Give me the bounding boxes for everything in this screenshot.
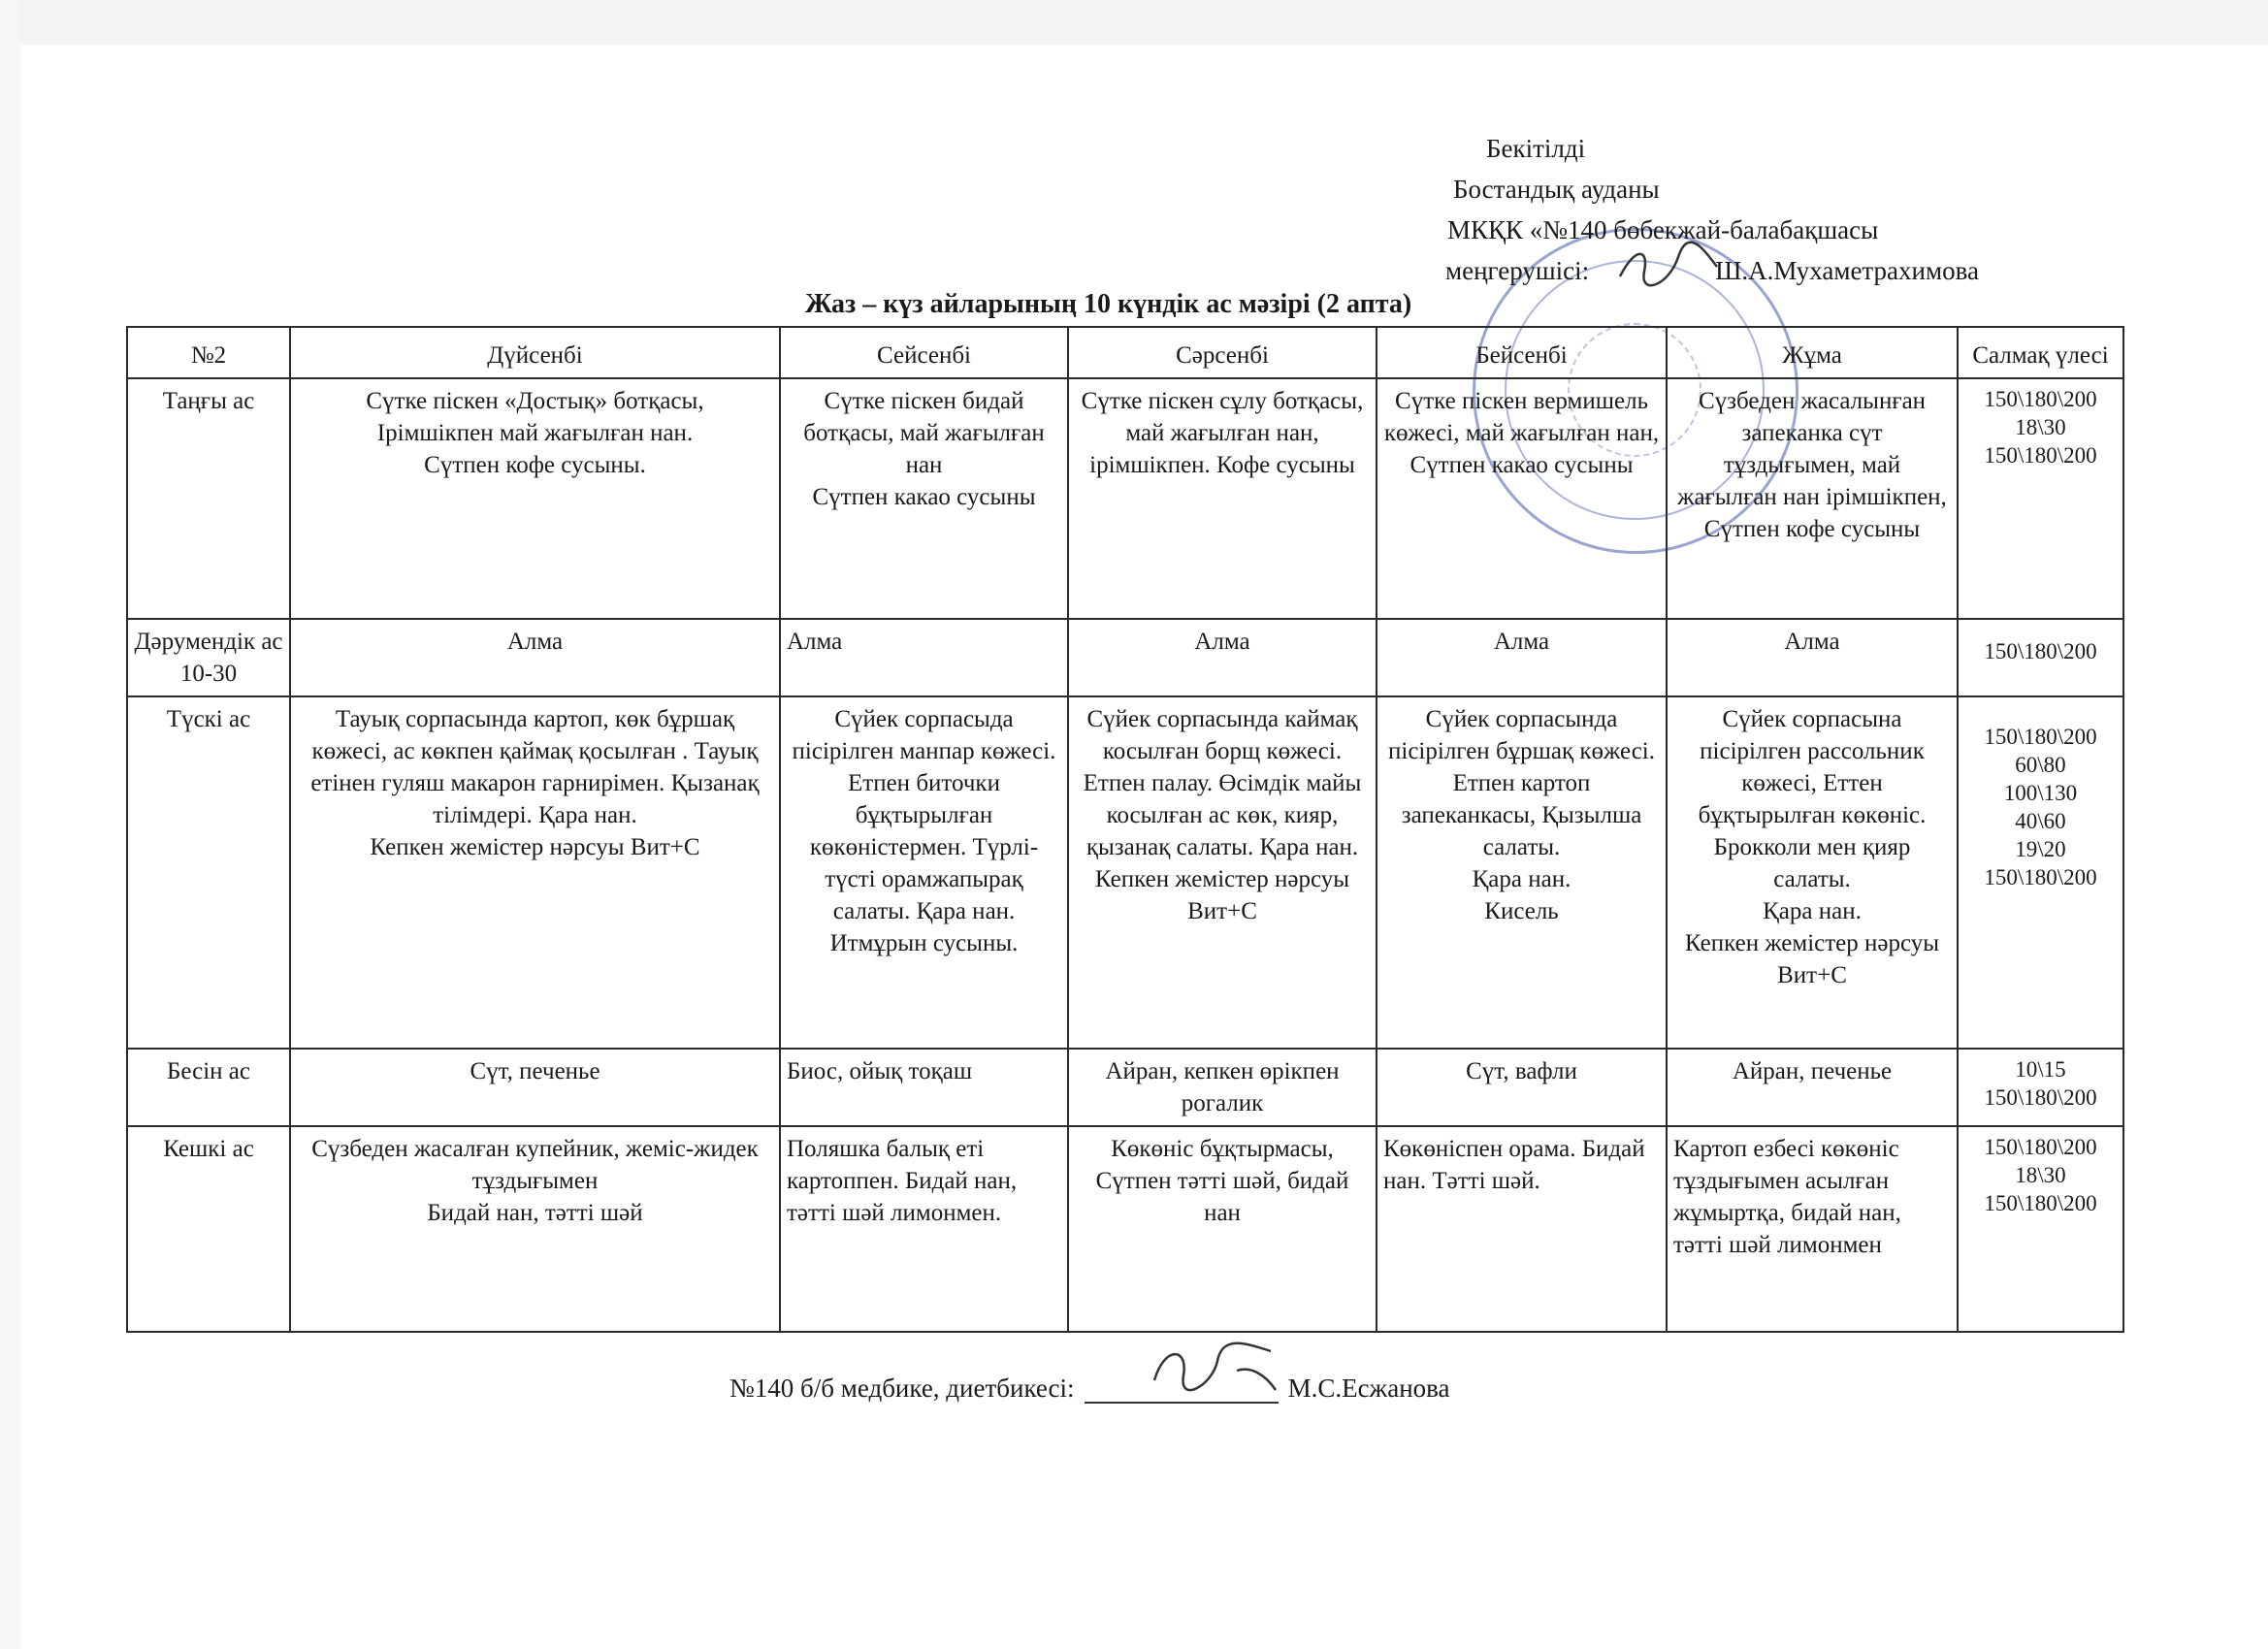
table-row <box>127 1126 2123 1332</box>
meal-vitamin: Дәрумендік ас 10-30 <box>127 619 290 697</box>
head-signature-icon <box>1610 238 1727 296</box>
table-row <box>127 619 2123 697</box>
footer-signature-line <box>729 1374 1450 1404</box>
dinner-monday: Сүзбеден жасалған купейник, жеміс-жидек тұздығымен Бидай нан, тәтті шәй <box>290 1126 780 1332</box>
snack-monday: Сүт, печенье <box>290 1049 780 1127</box>
lunch-wednesday: Сүйек сорпасында каймақ косылған борщ көжесі. Етпен палау. Өсімдік майы косылған ас көк, кияр, қызанақ салаты. Қара нан. Кепкен жемістер нәрсуы Вит+С <box>1068 696 1377 1049</box>
meal-lunch: Түскі ас <box>127 696 290 1049</box>
table-header-row <box>127 327 2123 378</box>
breakfast-friday: Сүзбеден жасалынған запеканка сүт тұздығымен, май жағылған нан ірімшікпен, Сүтпен кофе сусыны <box>1667 378 1958 619</box>
header-friday: Жұма <box>1667 327 1958 378</box>
dinner-wednesday: Көкөніс бұқтырмасы, Сүтпен тәтті шәй, бидай нан <box>1068 1126 1377 1332</box>
scan-margin-top <box>0 0 2268 45</box>
table-row <box>127 378 2123 619</box>
header-weight: Салмақ үлесі <box>1958 327 2123 378</box>
breakfast-wednesday: Сүтке піскен сұлу ботқасы, май жағылған нан, ірімшікпен. Кофе сусыны <box>1068 378 1377 619</box>
approval-head-name: Ш.А.Мухаметрахимова <box>1715 256 1979 285</box>
meal-dinner: Кешкі ас <box>127 1126 290 1332</box>
vitamin-tuesday: Алма <box>780 619 1068 697</box>
approval-institution: МКҚК «№140 бөбекжай-балабақшасы <box>1447 215 1879 244</box>
signature-underline <box>1085 1402 1279 1404</box>
lunch-weight: 150\180\200 60\80 100\130 40\60 19\20 150\180\200 <box>1958 696 2123 1049</box>
vitamin-wednesday: Алма <box>1068 619 1377 697</box>
vitamin-weight: 150\180\200 <box>1958 619 2123 697</box>
footer-name: М.С.Есжанова <box>1287 1374 1450 1403</box>
header-monday: Дүйсенбі <box>290 327 780 378</box>
header-thursday: Бейсенбі <box>1377 327 1667 378</box>
approval-district: Бостандық ауданы <box>1453 175 1660 204</box>
dinner-tuesday: Поляшка балық еті картоппен. Бидай нан, тәтті шәй лимонмен. <box>780 1126 1068 1332</box>
header-number: №2 <box>127 327 290 378</box>
footer-label: №140 б/б медбике, диетбикесі: <box>729 1374 1075 1403</box>
table-row <box>127 696 2123 1049</box>
dinner-friday: Картоп езбесі көкөніс тұздығымен асылған жұмыртқа, бидай нан, тәтті шәй лимонмен <box>1667 1126 1958 1332</box>
snack-tuesday: Биос, ойық тоқаш <box>780 1049 1068 1127</box>
dinner-weight: 150\180\200 18\30 150\180\200 <box>1958 1126 2123 1332</box>
breakfast-monday: Сүтке піскен «Достық» ботқасы, Ірімшікпен май жағылған нан. Сүтпен кофе сусыны. <box>290 378 780 619</box>
breakfast-thursday: Сүтке піскен вермишель көжесі, май жағылған нан, Сүтпен какао сусыны <box>1377 378 1667 619</box>
lunch-monday: Тауық сорпасында картоп, көк бұршақ көжесі, ас көкпен қаймақ қосылған . Тауық етінен гуляш макарон гарнирімен. Қызанақ тілімдері. Қара нан. Кепкен жемістер нәрсуы Вит+С <box>290 696 780 1049</box>
breakfast-tuesday: Сүтке піскен бидай ботқасы, май жағылған нан Сүтпен какао сусыны <box>780 378 1068 619</box>
dinner-thursday: Көкөніспен орама. Бидай нан. Тәтті шәй. <box>1377 1126 1667 1332</box>
snack-weight: 10\15 150\180\200 <box>1958 1049 2123 1127</box>
approval-head-label: меңгерушісі: <box>1445 256 1590 285</box>
approval-title: Бекітілді <box>1486 134 1586 163</box>
header-tuesday: Сейсенбі <box>780 327 1068 378</box>
snack-wednesday: Айран, кепкен өрікпен рогалик <box>1068 1049 1377 1127</box>
vitamin-friday: Алма <box>1667 619 1958 697</box>
breakfast-weight: 150\180\200 18\30 150\180\200 <box>1958 378 2123 619</box>
lunch-thursday: Сүйек сорпасында пісірілген бұршақ көжесі. Етпен картоп запеканкасы, Қызылша салаты. Қара нан. Кисель <box>1377 696 1667 1049</box>
header-wednesday: Сәрсенбі <box>1068 327 1377 378</box>
meal-snack: Бесін ас <box>127 1049 290 1127</box>
meal-breakfast: Таңғы ас <box>127 378 290 619</box>
vitamin-thursday: Алма <box>1377 619 1667 697</box>
snack-thursday: Сүт, вафли <box>1377 1049 1667 1127</box>
vitamin-monday: Алма <box>290 619 780 697</box>
scan-margin-left <box>0 0 21 1649</box>
lunch-tuesday: Сүйек сорпасыда пісірілген манпар көжесі. Етпен биточки бұқтырылған көкөністермен. Түрлі-түсті орамжапырақ салаты. Қара нан. Итмұрын сусыны. <box>780 696 1068 1049</box>
document-title: Жаз – күз айларының 10 күндік ас мәзірі (2 апта) <box>805 289 1412 319</box>
table-row <box>127 1049 2123 1127</box>
menu-table <box>126 326 2124 1333</box>
lunch-friday: Сүйек сорпасына пісірілген рассольник көжесі, Еттен бұқтырылған көкөніс. Брокколи мен қияр салаты. Қара нан. Кепкен жемістер нәрсуы Вит+С <box>1667 696 1958 1049</box>
snack-friday: Айран, печенье <box>1667 1049 1958 1127</box>
